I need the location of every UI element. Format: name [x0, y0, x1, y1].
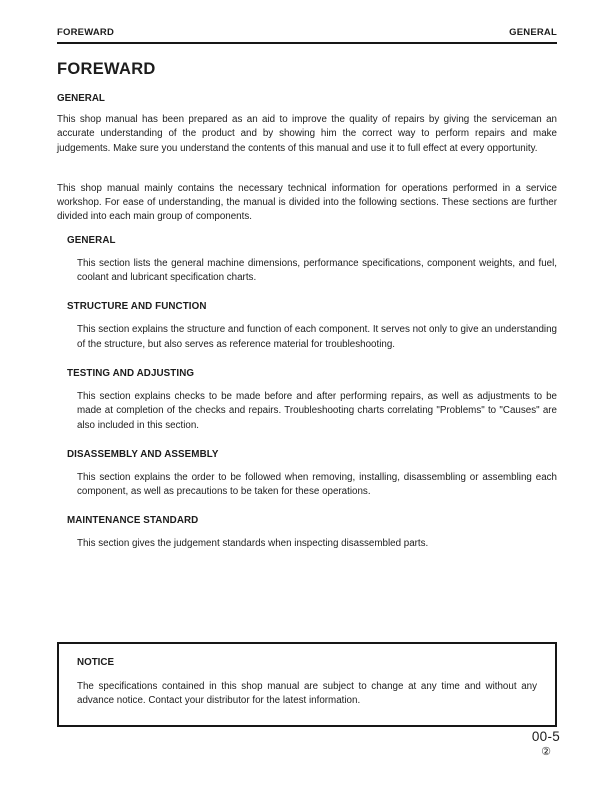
section-maintenance-standard — [57, 515, 557, 551]
section-body: This section explains the order to be followed when removing, installing, disassembling or assembling each component, as well as precautions to be taken for these operations. — [77, 471, 557, 498]
section-general — [57, 235, 557, 286]
running-header — [57, 27, 557, 44]
page-footer — [526, 729, 566, 758]
section-heading: GENERAL — [67, 234, 116, 246]
section-structure-and-function — [57, 301, 557, 352]
notice-heading: NOTICE — [77, 656, 115, 668]
section-body: This section explains the structure and function of each component. It serves not only to give an understanding of the structure, but also serves as reference material for troubleshooting. — [77, 324, 557, 350]
section-heading: MAINTENANCE STANDARD — [67, 515, 199, 527]
section-heading: TESTING AND ADJUSTING — [67, 367, 195, 379]
section-disassembly-and-assembly — [57, 449, 557, 500]
section-body: This section explains checks to be made before and after performing repairs, as well as adjustments to be made at completion of the checks and repairs. Troubleshooting charts correlating "Problems" to "Causes" are also included in this section. — [77, 390, 557, 431]
intro-paragraph-2: This shop manual mainly contains the necessary technical information for operations performed in a service workshop. For ease of understanding, the manual is divided into the following sections. These sections are further divided into each main group of components. — [57, 182, 557, 223]
revision-mark: ② — [541, 746, 551, 758]
notice-box — [57, 642, 557, 728]
section-body: This section lists the general machine dimensions, performance specifications, component weights, and fuel, coolant and lubricant specification charts. — [77, 257, 557, 284]
running-header-right: GENERAL — [509, 27, 557, 38]
running-header-left: FOREWARD — [57, 27, 115, 38]
section-body: This section gives the judgement standards when inspecting disassembled parts. — [77, 538, 429, 550]
page-number: 00-5 — [531, 729, 561, 744]
general-section-heading: GENERAL — [57, 93, 105, 104]
page-title: FOREWARD — [57, 60, 156, 78]
section-heading: DISASSEMBLY AND ASSEMBLY — [67, 448, 219, 460]
section-heading: STRUCTURE AND FUNCTION — [67, 301, 207, 313]
notice-body: The specifications contained in this shop manual are subject to change at any time and without any advance notice. Contact your distributor for the latest information. — [77, 680, 537, 707]
section-testing-and-adjusting — [57, 368, 557, 433]
intro-paragraph-1: This shop manual has been prepared as an aid to improve the quality of repairs by giving the serviceman an accurate understanding of the product and by showing him the correct way to perform repairs and make judgements. Make sure you understand the contents of this manual and use it to full effect at every opportunity. — [57, 114, 557, 154]
